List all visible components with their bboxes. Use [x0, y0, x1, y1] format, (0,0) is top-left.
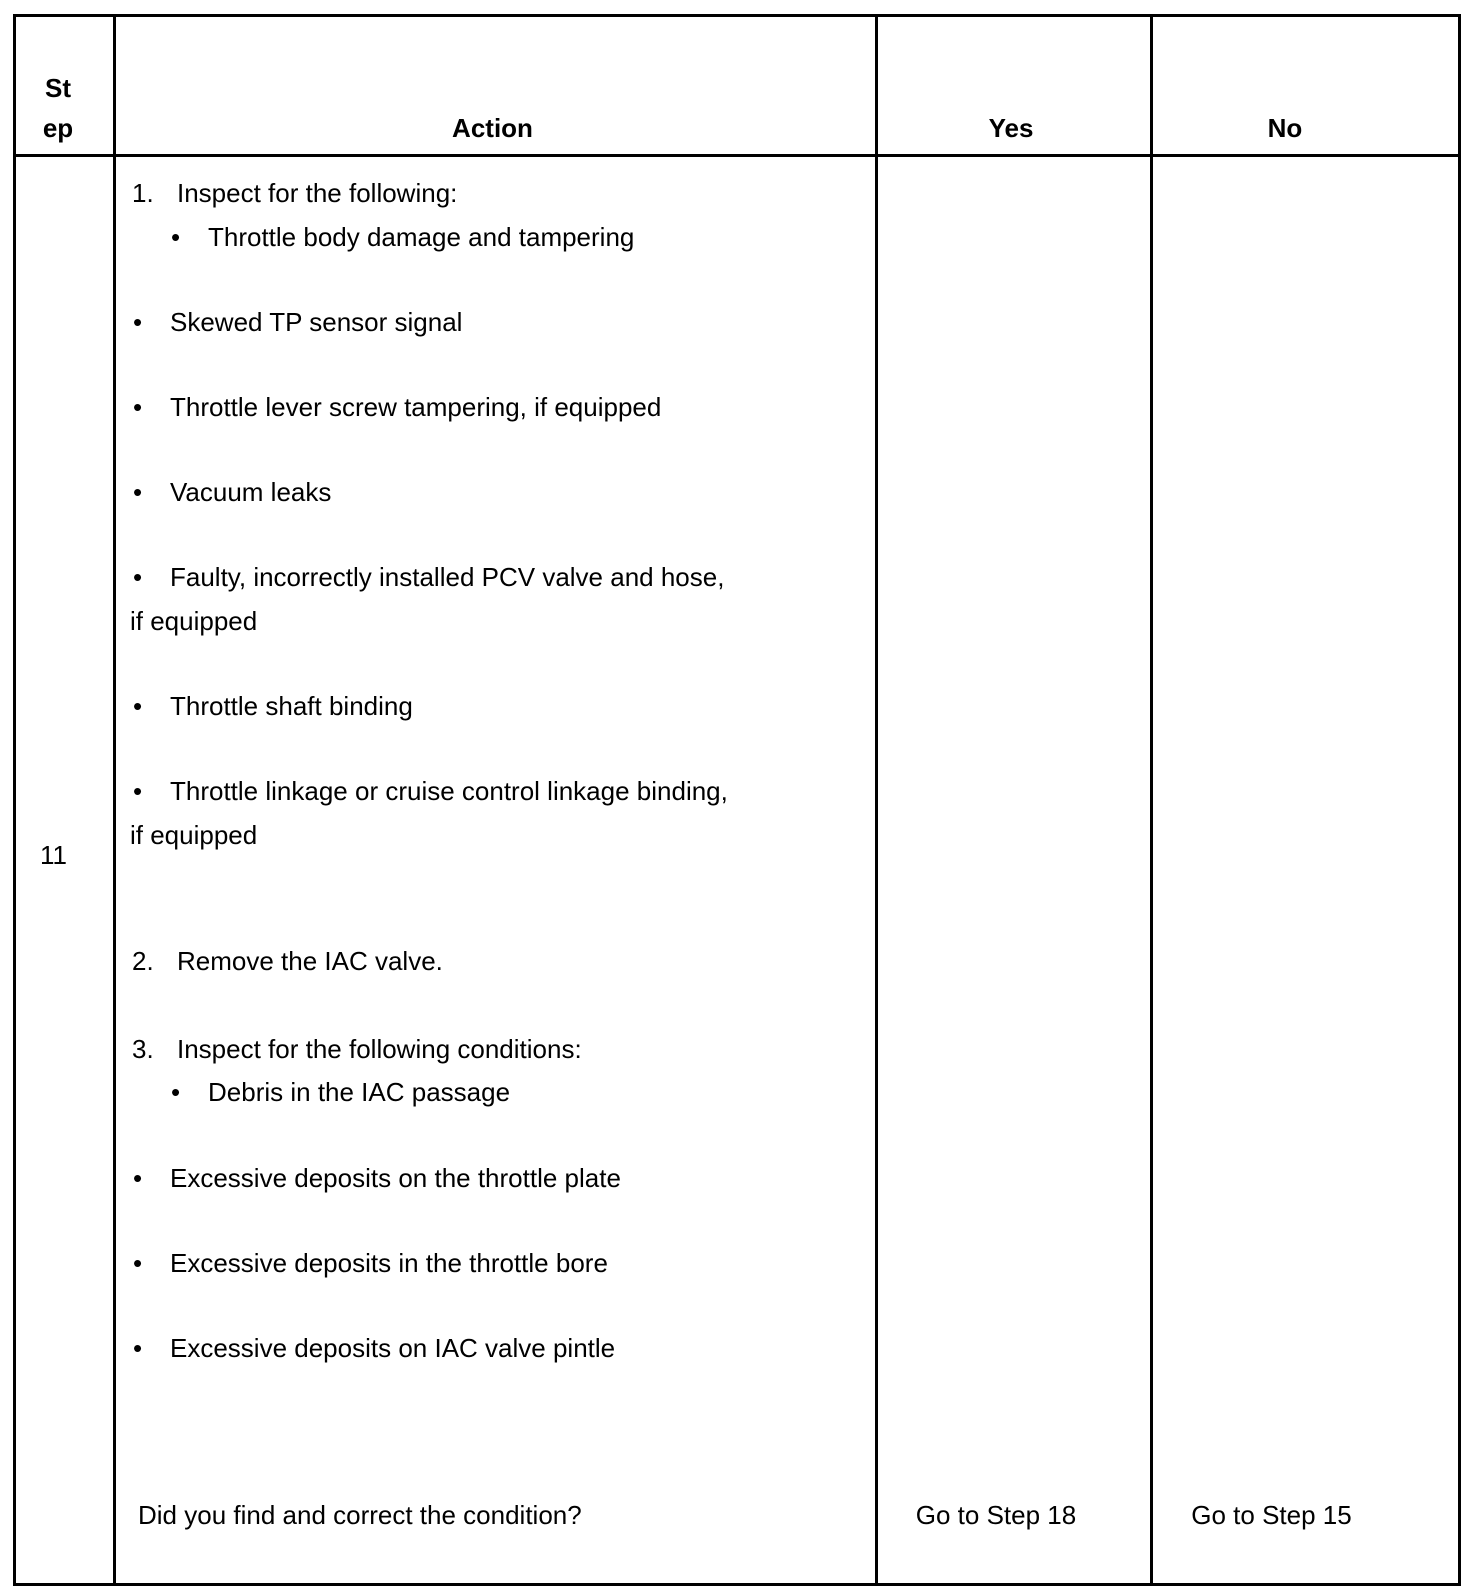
bullet-icon: • [171, 222, 181, 252]
bullet-2: Throttle lever screw tampering, if equipped [170, 392, 662, 422]
bullet-icon: • [133, 562, 143, 592]
bullet-icon: • [133, 1248, 143, 1278]
header-no: No [1267, 113, 1303, 143]
item3-sub: Debris in the IAC passage [208, 1077, 511, 1107]
item3-text: Inspect for the following conditions: [177, 1034, 582, 1064]
question-text: Did you find and correct the condition? [138, 1500, 582, 1530]
bullet-icon: • [133, 477, 143, 507]
column-divider [113, 17, 116, 1583]
yes-result: Go to Step 18 [915, 1500, 1077, 1530]
bullet-icon: • [133, 776, 143, 806]
item3-number: 3. [132, 1034, 154, 1064]
item1-sub: Throttle body damage and tampering [208, 222, 635, 252]
bullet-1: Skewed TP sensor signal [170, 307, 463, 337]
column-divider [875, 17, 878, 1583]
bullet-6-line2: if equipped [130, 820, 258, 850]
bullet-icon: • [133, 1333, 143, 1363]
header-action: Action [452, 113, 533, 143]
bullet-5: Throttle shaft binding [170, 691, 413, 721]
column-divider [1150, 17, 1153, 1583]
bullet-icon: • [133, 1163, 143, 1193]
bullet-7: Excessive deposits on the throttle plate [170, 1163, 621, 1193]
item1-number: 1. [132, 178, 154, 208]
bullet-8: Excessive deposits in the throttle bore [170, 1248, 608, 1278]
bullet-icon: • [133, 307, 143, 337]
bullet-icon: • [133, 392, 143, 422]
bullet-3: Vacuum leaks [170, 477, 332, 507]
bullet-icon: • [171, 1077, 181, 1107]
item1-text: Inspect for the following: [177, 178, 458, 208]
header-step-line2: ep [42, 113, 74, 143]
step-number: 11 [40, 840, 67, 870]
header-yes: Yes [988, 113, 1034, 143]
header-divider [16, 154, 1458, 157]
header-step-line1: St [45, 73, 71, 103]
bullet-6-line1: Throttle linkage or cruise control linkage binding, [170, 776, 728, 806]
bullet-9: Excessive deposits on IAC valve pintle [170, 1333, 616, 1363]
item2-number: 2. [132, 946, 154, 976]
bullet-4-line1: Faulty, incorrectly installed PCV valve and hose, [170, 562, 725, 592]
bullet-4-line2: if equipped [130, 606, 258, 636]
no-result: Go to Step 15 [1191, 1500, 1352, 1530]
bullet-icon: • [133, 691, 143, 721]
item2-text: Remove the IAC valve. [177, 946, 443, 976]
